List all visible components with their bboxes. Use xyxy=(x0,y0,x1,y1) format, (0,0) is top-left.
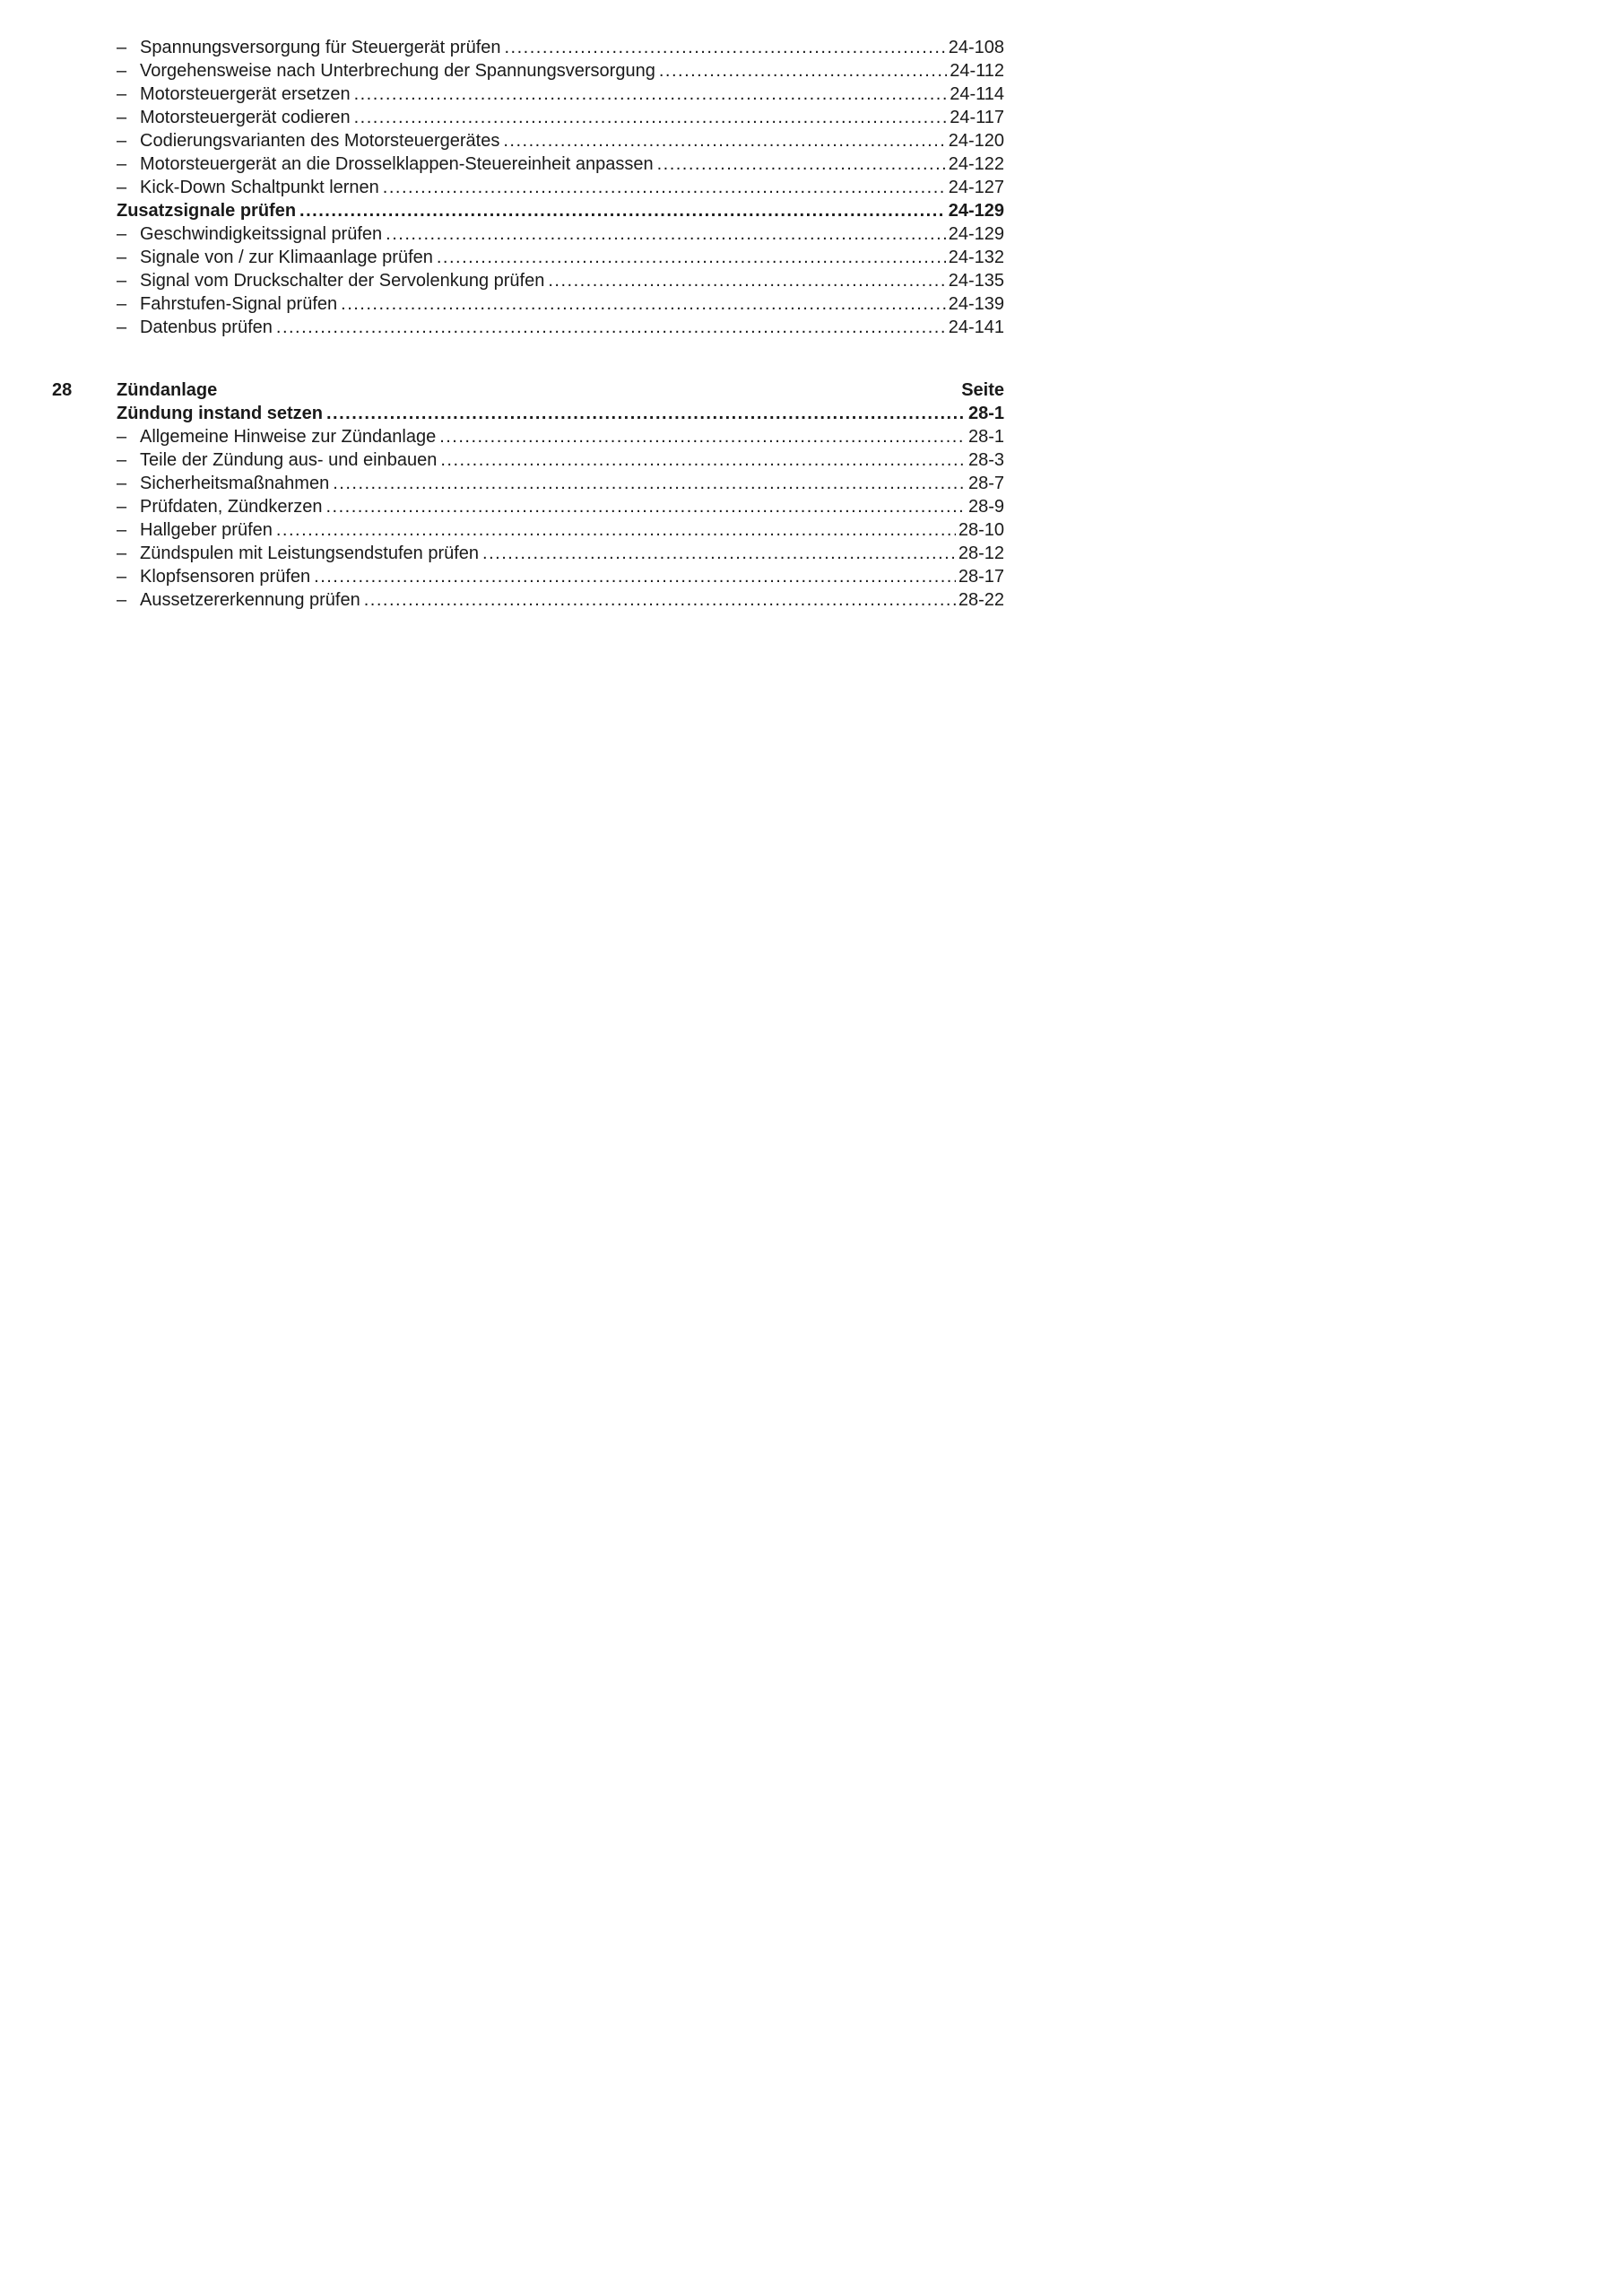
toc-entry-title: Allgemeine Hinweise zur Zündanlage xyxy=(140,427,437,447)
dash-bullet: – xyxy=(117,38,127,57)
toc-entry-title: Motorsteuergerät an die Drosselklappen-Steuereinheit anpassen xyxy=(140,154,654,174)
dot-leader xyxy=(503,129,945,152)
dash-bullet: – xyxy=(117,317,127,337)
dot-leader xyxy=(354,106,948,129)
dash-bullet: – xyxy=(117,178,127,197)
toc-entry-page: 28-3 xyxy=(967,450,1004,470)
toc-entry-page: 24-141 xyxy=(948,317,1004,337)
toc-entry-row xyxy=(52,269,1004,292)
toc-entry-title: Datenbus prüfen xyxy=(140,317,273,337)
toc-entry-title: Prüfdaten, Zündkerzen xyxy=(140,497,323,517)
toc-entry-title: Motorsteuergerät ersetzen xyxy=(140,84,351,104)
dot-leader xyxy=(439,425,966,448)
toc-section-28 xyxy=(52,378,1004,612)
toc-entry-page: 24-114 xyxy=(950,84,1004,104)
toc-entry-page: 28-10 xyxy=(958,520,1004,540)
dot-leader xyxy=(386,222,946,246)
toc-entry-row xyxy=(52,129,1004,152)
toc-entry-page: 28-12 xyxy=(958,544,1004,563)
dash-bullet: – xyxy=(117,427,127,447)
toc-entry-row xyxy=(52,36,1004,59)
dot-leader xyxy=(341,292,946,316)
dot-leader xyxy=(354,83,948,106)
dash-bullet: – xyxy=(117,497,127,517)
toc-entry-page: 28-17 xyxy=(958,567,1004,587)
toc-entry-row xyxy=(52,495,1004,518)
toc-entry-page: 28-7 xyxy=(967,474,1004,493)
dash-bullet: – xyxy=(117,84,127,104)
dash-bullet: – xyxy=(117,450,127,470)
toc-entry-title: Sicherheitsmaßnahmen xyxy=(140,474,330,493)
dash-bullet: – xyxy=(117,544,127,563)
toc-entry-page: 24-135 xyxy=(948,271,1004,291)
dash-bullet: – xyxy=(117,294,127,314)
chapter-number: 28 xyxy=(52,380,73,400)
toc-entry-row xyxy=(52,425,1004,448)
toc-entry-title: Zündung instand setzen xyxy=(117,404,323,423)
toc-entry-title: Fahrstufen-Signal prüfen xyxy=(140,294,338,314)
toc-entry-row xyxy=(52,518,1004,542)
dash-bullet: – xyxy=(117,131,127,151)
toc-entry-row xyxy=(52,176,1004,199)
dot-leader xyxy=(383,176,946,199)
toc-entry-page: 28-9 xyxy=(967,497,1004,517)
toc-entry-page: 24-127 xyxy=(948,178,1004,197)
toc-entry-page: 24-108 xyxy=(948,38,1004,57)
dot-leader xyxy=(333,472,966,495)
toc-entry-title: Klopfsensoren prüfen xyxy=(140,567,311,587)
toc-entry-page: 24-129 xyxy=(948,224,1004,244)
toc-entry-page: 24-132 xyxy=(948,248,1004,267)
chapter-heading-row xyxy=(52,378,1004,402)
toc-entry-page: 28-1 xyxy=(967,427,1004,447)
dot-leader xyxy=(276,518,956,542)
dash-bullet: – xyxy=(117,474,127,493)
dash-bullet: – xyxy=(117,567,127,587)
dot-leader xyxy=(276,316,946,339)
dot-leader xyxy=(299,199,946,222)
toc-entry-row xyxy=(52,59,1004,83)
toc-entry-page: 24-129 xyxy=(948,201,1004,221)
toc-section-24 xyxy=(52,36,1004,339)
toc-entry-page: 28-22 xyxy=(958,590,1004,610)
dash-bullet: – xyxy=(117,154,127,174)
toc-subheading-row xyxy=(52,402,1004,425)
toc-entry-row xyxy=(52,152,1004,176)
toc-entry-page: 24-117 xyxy=(950,108,1004,127)
toc-entry-title: Geschwindigkeitssignal prüfen xyxy=(140,224,383,244)
dot-leader xyxy=(548,269,945,292)
toc-entry-page: 24-139 xyxy=(948,294,1004,314)
section-gap xyxy=(52,339,1004,378)
toc-entry-title: Spannungsversorgung für Steuergerät prüfen xyxy=(140,38,501,57)
dash-bullet: – xyxy=(117,520,127,540)
toc-entry-row xyxy=(52,565,1004,588)
toc-entry-title: Kick-Down Schaltpunkt lernen xyxy=(140,178,379,197)
page-column-label: Seite xyxy=(961,380,1004,400)
dot-leader xyxy=(482,542,956,565)
toc-entry-title: Teile der Zündung aus- und einbauen xyxy=(140,450,438,470)
toc-entry-page: 24-112 xyxy=(950,61,1004,81)
dot-leader xyxy=(364,588,956,612)
toc-entry-title: Zusatzsignale prüfen xyxy=(117,201,297,221)
toc-subheading-row xyxy=(52,199,1004,222)
toc-entry-row xyxy=(52,448,1004,472)
toc-entry-row xyxy=(52,246,1004,269)
toc-entry-title: Signale von / zur Klimaanlage prüfen xyxy=(140,248,433,267)
toc-entry-row xyxy=(52,588,1004,612)
toc-entry-row xyxy=(52,106,1004,129)
toc-entry-row xyxy=(52,542,1004,565)
dash-bullet: – xyxy=(117,248,127,267)
toc-entry-title: Codierungsvarianten des Motorsteuergerätes xyxy=(140,131,500,151)
toc-entry-title: Aussetzererkennung prüfen xyxy=(140,590,360,610)
toc-entry-title: Zündspulen mit Leistungsendstufen prüfen xyxy=(140,544,480,563)
dot-leader xyxy=(314,565,956,588)
dot-leader xyxy=(326,402,966,425)
toc-entry-row xyxy=(52,472,1004,495)
toc-entry-title: Vorgehensweise nach Unterbrechung der Spannungsversorgung xyxy=(140,61,655,81)
dash-bullet: – xyxy=(117,590,127,610)
toc-entry-row xyxy=(52,292,1004,316)
chapter-title: Zündanlage xyxy=(117,380,218,400)
dot-leader xyxy=(325,495,966,518)
dot-leader xyxy=(657,152,946,176)
toc-entry-page: 24-122 xyxy=(948,154,1004,174)
table-of-contents xyxy=(52,36,1004,612)
dash-bullet: – xyxy=(117,271,127,291)
dash-bullet: – xyxy=(117,108,127,127)
toc-entry-row xyxy=(52,83,1004,106)
dot-leader xyxy=(437,246,946,269)
dash-bullet: – xyxy=(117,61,127,81)
toc-entry-title: Hallgeber prüfen xyxy=(140,520,273,540)
dash-bullet: – xyxy=(117,224,127,244)
toc-entry-title: Motorsteuergerät codieren xyxy=(140,108,351,127)
dot-leader xyxy=(659,59,947,83)
dot-leader xyxy=(440,448,966,472)
toc-entry-title: Signal vom Druckschalter der Servolenkung prüfen xyxy=(140,271,545,291)
dot-leader xyxy=(505,36,946,59)
toc-entry-page: 28-1 xyxy=(967,404,1004,423)
toc-entry-row xyxy=(52,222,1004,246)
toc-entry-row xyxy=(52,316,1004,339)
toc-entry-page: 24-120 xyxy=(948,131,1004,151)
